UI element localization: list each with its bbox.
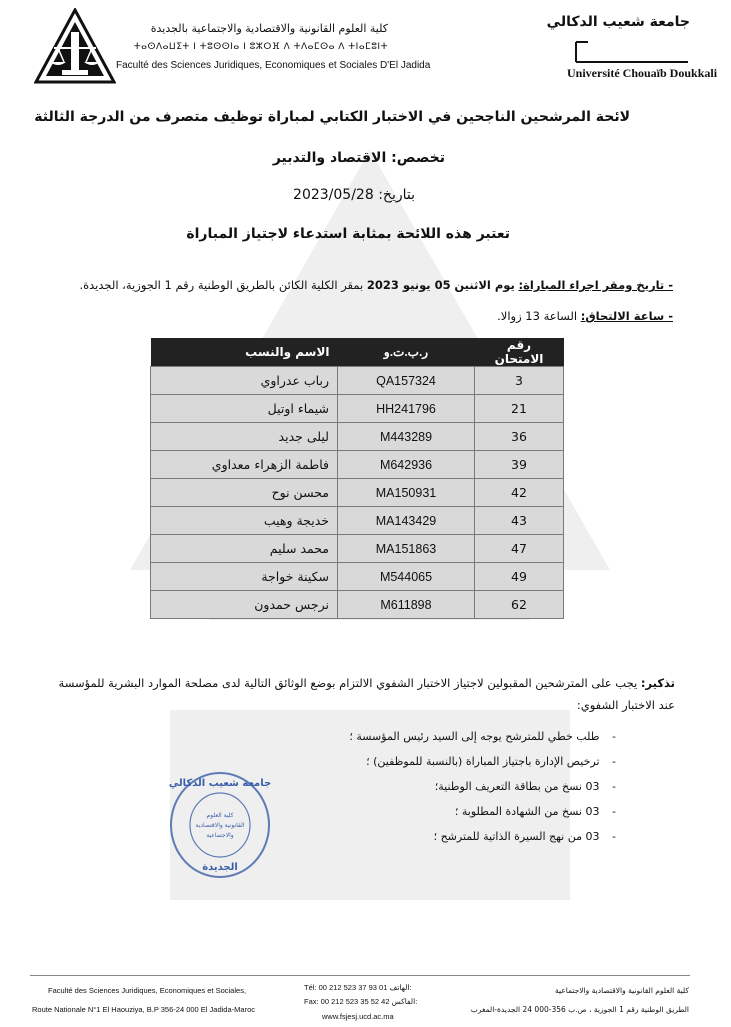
footer-phone: [304, 983, 412, 992]
university-stamp: [168, 770, 272, 880]
table-row: [151, 563, 564, 591]
list-item: [349, 749, 625, 774]
cell-rank: 42: [475, 479, 564, 507]
cell-rank: 47: [475, 535, 564, 563]
table-row: [151, 535, 564, 563]
table-header-row: [151, 338, 564, 367]
footer-right-line1: كلية العلوم القانونية والاقتصادية والاجتماعية: [555, 986, 689, 995]
exam-date-label: - تاريخ ومقر اجراء المباراة:: [518, 278, 673, 292]
convocation-note: تعتبر هذه اللائحة بمثابة استدعاء لاجتياز المباراة: [186, 226, 510, 242]
footer-fax-number: Fax: 00 212 523 35 52 42: [304, 997, 390, 1006]
cell-cin: M611898: [338, 591, 475, 619]
list-item: [349, 724, 625, 749]
footer-right-line2: الطريق الوطنية رقم 1 الجوزية ، ص.ب 356-000 24 الجديدة-المغرب: [470, 1005, 689, 1014]
list-item: [349, 799, 625, 824]
cell-cin: M443289: [338, 423, 475, 451]
faculty-logo: [34, 8, 116, 84]
footer-website: www.fsjesj.ucd.ac.ma: [322, 1012, 394, 1021]
exam-place: بمقر الكلية الكائن بالطريق الوطنية رقم 1 الجوزية، الجديدة.: [79, 278, 364, 292]
arrival-time: [497, 309, 673, 323]
stamp-inner-line: كلية العلوم: [206, 812, 234, 819]
column-header-name: الاسم والنسب: [151, 338, 338, 367]
required-documents-list: [349, 724, 625, 849]
cell-rank: 36: [475, 423, 564, 451]
document-title: لائحة المرشحين الناجحين في الاختبار الكتابي لمباراة توظيف متصرف من الدرجة الثالثة: [34, 109, 630, 125]
arrival-time-label: - ساعة الالتحاق:: [580, 309, 673, 323]
date-value: 2023/05/28: [293, 187, 374, 203]
list-bullet: -: [612, 805, 616, 818]
cell-rank: 62: [475, 591, 564, 619]
table-row: [151, 451, 564, 479]
cell-cin: MA150931: [338, 479, 475, 507]
cell-name: خديجة وهيب: [151, 507, 338, 535]
cell-rank: 49: [475, 563, 564, 591]
footer-fax: [304, 997, 417, 1006]
faculty-name-tifinagh: ⵜⴰⵙⴷⴰⵡⵉⵜ ⵏ ⵜⵓⵙⵙⵏⴰ ⵏ ⵓⵣⵔⴼ ⴷ ⵜⴷⴰⵎⵙⴰ ⴷ ⵜⵏⴰⵎⵓⵏⵜ: [133, 42, 388, 52]
table-row: [151, 591, 564, 619]
footer-left-line2: Route Nationale N°1 El Haouziya, B.P 356-24 000 El Jadida-Maroc: [32, 1005, 255, 1014]
footer-divider: [30, 975, 690, 976]
list-item: [349, 774, 625, 799]
date-label: بتاريخ:: [378, 187, 415, 203]
list-item-text: 03 نسخ من بطاقة التعريف الوطنية؛: [434, 780, 600, 793]
university-logo-mark: [574, 36, 690, 66]
specialty: تخصص: الاقتصاد والتدبير: [272, 150, 445, 166]
exam-date: 05 يونيو 2023: [366, 278, 451, 292]
faculty-name-french: Faculté des Sciences Juridiques, Economiques et Sociales D'El Jadida: [116, 60, 431, 71]
exam-date-place: [79, 278, 673, 292]
list-bullet: -: [612, 830, 616, 843]
university-name-arabic: جامعة شعيب الدكالي: [546, 14, 690, 30]
document-date: [220, 187, 415, 203]
stamp-outer-text: جامعة شعيب الدكالي: [168, 778, 272, 789]
reminder-paragraph: [58, 672, 675, 716]
reminder-label: تذكير:: [640, 676, 675, 690]
cell-name: نرجس حمدون: [151, 591, 338, 619]
list-item: [349, 824, 625, 849]
column-header-rank: رقم الامتحان: [475, 338, 564, 367]
cell-cin: MA143429: [338, 507, 475, 535]
table-row: [151, 395, 564, 423]
list-item-text: ترخيص الإدارة باجتياز المباراة (بالنسبة للموظفين) ؛: [366, 755, 600, 768]
cell-name: سكينة خواجة: [151, 563, 338, 591]
cell-name: شيماء اوتيل: [151, 395, 338, 423]
cell-name: ليلى جديد: [151, 423, 338, 451]
cell-cin: M642936: [338, 451, 475, 479]
cell-cin: QA157324: [338, 367, 475, 395]
exam-day: يوم الاثنين: [454, 278, 515, 292]
cell-name: محسن نوح: [151, 479, 338, 507]
list-item-text: طلب خطي للمترشح يوجه إلى السيد رئيس المؤسسة ؛: [349, 730, 600, 743]
list-bullet: -: [612, 730, 616, 743]
cell-rank: 43: [475, 507, 564, 535]
cell-rank: 3: [475, 367, 564, 395]
table-row: [151, 479, 564, 507]
footer-phone-number: Tél: 00 212 523 37 93 01: [304, 983, 388, 992]
cell-name: محمد سليم: [151, 535, 338, 563]
footer-fax-label-ar: الفاكس:: [391, 997, 418, 1006]
stamp-inner-line: والاجتماعية: [206, 832, 234, 839]
cell-name: رباب عدراوي: [151, 367, 338, 395]
faculty-name-arabic: كلية العلوم القانونية والاقتصادية والاجتماعية بالجديدة: [150, 22, 388, 35]
university-name-french: Université Chouaïb Doukkali: [567, 66, 718, 80]
cell-rank: 39: [475, 451, 564, 479]
footer-left-line1: Faculté des Sciences Juridiques, Economiques et Sociales,: [48, 986, 247, 995]
table-row: [151, 367, 564, 395]
cell-name: فاطمة الزهراء معداوي: [151, 451, 338, 479]
cell-rank: 21: [475, 395, 564, 423]
stamp-inner-line: القانونية والاقتصادية: [195, 822, 245, 829]
list-item-text: 03 من نهج السيرة الذاتية للمترشح ؛: [433, 830, 600, 843]
stamp-bottom-text: الجديدة: [202, 862, 238, 873]
table-row: [151, 507, 564, 535]
cell-cin: M544065: [338, 563, 475, 591]
footer-phone-label-ar: الهاتف:: [389, 983, 412, 992]
table-row: [151, 423, 564, 451]
column-header-cin: ر.ب.ت.و: [338, 338, 475, 367]
arrival-time-value: الساعة 13 زوالا.: [497, 309, 578, 323]
cell-cin: HH241796: [338, 395, 475, 423]
list-item-text: 03 نسخ من الشهادة المطلوبة ؛: [454, 805, 600, 818]
reminder-text: يجب على المترشحين المقبولين لاجتياز الاختبار الشفوي الالتزام بوضع الوثائق التالية لدى مصلحة الموارد البشرية للمؤسسة عند الاختبار الشفوي:: [58, 676, 675, 712]
list-bullet: -: [612, 755, 616, 768]
candidates-table: [150, 338, 564, 619]
list-bullet: -: [612, 780, 616, 793]
cell-cin: MA151863: [338, 535, 475, 563]
